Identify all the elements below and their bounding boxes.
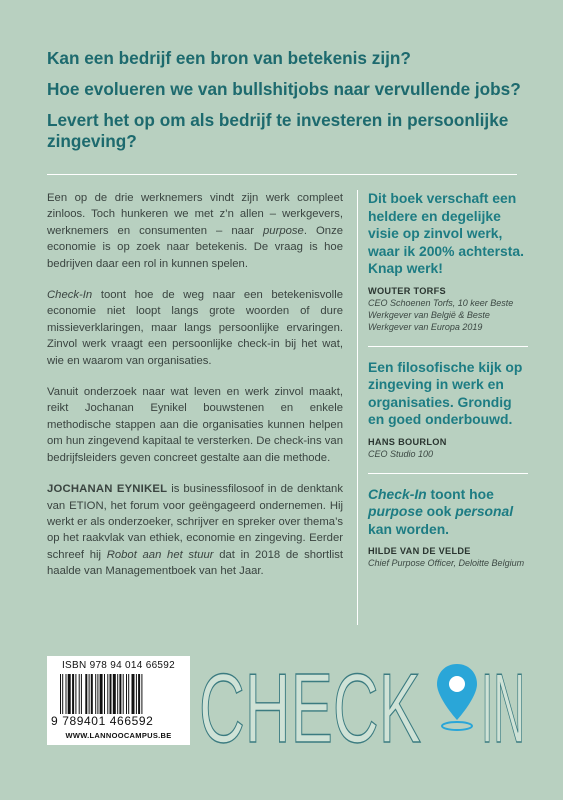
publisher-website: WWW.LANNOOCAMPUS.BE [65,731,172,740]
body-text [47,190,343,595]
endorsement-divider [368,346,528,347]
endorsement-role: Chief Purpose Officer, Deloitte Belgium [368,558,525,568]
p4-text-a: is businessfilosoof in de denktank van ETION, het forum voor geëngageerd ondernemen. Hij werkt er als onderzoeker, schrijver en spreker over thema’s op het raakvlak van ethiek, economie en zingeving. Eerder schreef hij [47,483,343,561]
p1-text-a: Een op de drie werknemers vindt zijn werk compleet zinloos. Toch hunkeren we met z’n allen – werkgevers, werknemers en consumenten – naar [47,192,343,237]
endorsement-quote [368,486,528,539]
p1-text-b: . Onze economie is op zoek naar betekenis. De vraag is hoe bedrijven daar een rol in kunnen spelen. [47,224,344,270]
barcode-label [47,656,190,745]
question-2: Hoe evolueren we van bullshitjobs naar vervullende jobs? [47,79,521,99]
endorsement-1 [368,190,528,346]
quote-text-1: toont hoe [426,485,494,502]
endorsements [368,190,528,582]
question-1: Kan een bedrijf een bron van betekenis zijn? [47,48,411,68]
paragraph-check-in [47,287,343,369]
endorsement-divider [368,473,528,474]
paragraph-author-bio [47,481,343,579]
p2-emphasis: Check-In [47,289,93,302]
quote-text-3: kan worden. [368,520,450,537]
question-block [47,48,527,152]
p2-text: toont hoe de weg naar een betekenisvolle economie niet loopt langs grote woorden of dure missieverklaringen, maar langs persoonlijke ervaringen. Zinvol werk vraagt een persoonlijke check-in bij het wat, wie en waarom van organisaties. [47,289,343,367]
author-name: JOCHANAN EYNIKEL [47,483,168,496]
endorsement-author: HANS BOURLON [368,436,447,447]
p1-emphasis: purpose [263,224,304,237]
endorsement-quote: Een filosofische kijk op zingeving in werk en organisaties. Grondig en goed onderbouwd. [368,358,523,427]
logo-text-in: IN [481,653,525,750]
endorsement-author: WOUTER TORFS [368,285,446,296]
endorsement-quote: Dit boek verschaft een heldere en degelijke visie op zinvol werk, waar ik 200% achtersta. Knap werk! [368,190,524,276]
quote-em-purpose: purpose [368,503,423,519]
question-3: Levert het op om als bedrijf te investeren in persoonlijke zingeving? [47,110,509,151]
barcode-bars [60,674,180,714]
p4-book-title: Robot aan het stuur [106,548,214,561]
quote-em-check-in: Check-In [368,485,427,502]
endorsement-author: HILDE VAN DE VELDE [368,546,471,556]
check-in-logo [197,652,527,750]
ean-digits: 9 789401 466592 [51,714,154,728]
paragraph-intro [47,190,343,272]
isbn-number: ISBN 978 94 014 66592 [61,660,176,671]
paragraph-research: Vanuit onderzoek naar wat leven en werk zinvol maakt, reikt Jochanan Eynikel bouwstenen en enkele methodische stappen aan die organisaties kunnen helpen om hun zingevend kapitaal te versterken. De check-ins van bedrijfsleiders geven concreet gestalte aan die methode. [47,386,343,464]
endorsement-role: CEO Studio 100 [368,448,434,459]
endorsement-3 [368,486,528,583]
logo-text-check: CHECK [199,653,421,750]
vertical-divider [357,190,358,625]
location-pin-icon [437,664,477,730]
horizontal-divider [47,174,517,175]
quote-em-personal: personal [455,503,514,519]
quote-text-2: ook [422,503,456,519]
endorsement-role: CEO Schoenen Torfs, 10 keer Beste Werkgever van België & Beste Werkgever van Europa 2019 [368,297,514,332]
p4-text-b: dat in 2018 de shortlist haalde van Managementboek van het Jaar. [47,548,343,578]
endorsement-2 [368,359,528,473]
